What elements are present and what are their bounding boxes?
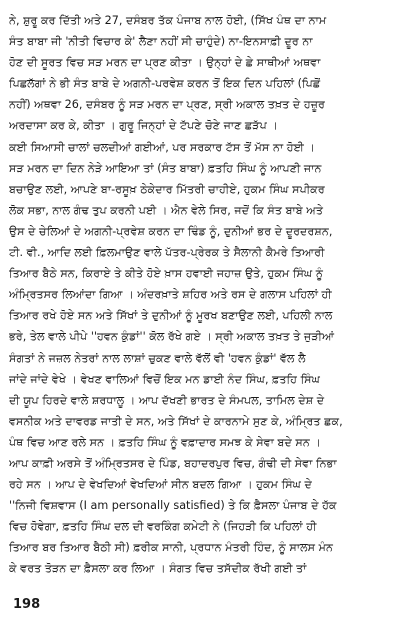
- text-line: ਸੰਤ ਬਾਬਾ ਜੀ 'ਨੀਤੀ ਵਿਚਾਰ ਕੇ' ਲੈਣਾ ਨਹੀਂ ਸੀ ਚਾਹੁੰਦੇ) ਨਾ-ਇਨਸਾਫ਼ੀ ਦੂਰ ਨਾ: [9, 35, 313, 49]
- text-line: ਤਿਆਰ ਬੈਠੇ ਸਨ, ਕਿਰਾਏ ਤੇ ਕੀਤੇ ਹੋਏ ਖ਼ਾਸ ਹਵਾਈ ਜਹਾਜ਼ ਉਤੇ, ਹੁਕਮ ਸਿੰਘ ਨੂੰ: [9, 267, 324, 281]
- page-number: 198: [13, 597, 41, 612]
- text-line: ਟੀ. ਵੀ., ਆਦਿ ਲਈ ਫ਼ਿਲਮਾਉਣ ਵਾਲੇ ਪੱਤਰ-ਪ੍ਰੇਰਕ ਤੇ ਸੈਲਾਨੀ ਕੈਮਰੇ ਤਿਆਰੀ: [9, 246, 325, 260]
- text-line: ਹੋਣ ਦੀ ਸੂਰਤ ਵਿਚ ਸੜ ਮਰਨ ਦਾ ਪ੍ਰਣ ਕੀਤਾ । ਉਨ੍ਹਾਂ ਦੇ ਛੇ ਸਾਥੀਆਂ ਅਥਵਾ: [9, 56, 321, 70]
- text-line: ਲੋਕ ਸਭਾ, ਨਾਲ ਗੰਢ ਤੁਪ ਕਰਨੀ ਪਈ । ਐਨ ਵੇਲੇ ਸਿਰ, ਜਦੋਂ ਕਿ ਸੰਤ ਬਾਬੇ ਅਤੇ: [9, 203, 324, 217]
- text-line: ਕੇ ਵਰਤ ਤੋੜਨ ਦਾ ਫ਼ੈਸਲਾ ਕਰ ਲਿਆ । ਸੰਗਤ ਵਿਚ ਤਸੱਦੀਕ ਰੱਖੀ ਗਈ ਤਾਂ: [9, 562, 307, 576]
- text-line: ਕਈ ਸਿਆਸੀ ਚਾਲਾਂ ਚਲਦੀਆਂ ਗਈਆਂ, ਪਰ ਸਰਕਾਰ ਟੱਸ ਤੋਂ ਮੱਸ ਨਾ ਹੋਈ ।: [9, 140, 316, 154]
- text-line: ਅੰਮ੍ਰਿਤਸਰ ਲਿਆਂਦਾ ਗਿਆ । ਅੰਦਰਖ਼ਾਤੇ ਸ਼ਹਿਰ ਅਤੇ ਰਸ ਦੇ ਗਲਾਸ ਪਹਿਲਾਂ ਹੀ: [9, 288, 332, 302]
- text-line: ਸੰਗਤਾਂ ਨੇ ਜਜ਼ਲ ਨੇਤਰਾਂ ਨਾਲ ਲਾਸ਼ਾਂ ਚੁਕਣ ਵਾਲੇ ਵੱਲੋਂ ਵੀ 'ਹਵਨ ਕੁੰਡਾਂ' ਵੱਲ ਲੈ: [9, 351, 306, 365]
- text-line: ਨੇ, ਸ਼ੁਰੂ ਕਰ ਦਿੱਤੀ ਅਤੇ 27, ਦਸੰਬਰ ਤੱਕ ਪੰਜਾਬ ਨਾਲ ਹੋਈ, (ਸਿੱਖ ਪੰਥ ਦਾ ਨਾਮ: [9, 14, 327, 27]
- text-line: ਵਿਚ ਹੋਵੇਗਾ, ਫ਼ਤਹਿ ਸਿੰਘ ਦਲ ਦੀ ਵਰਕਿੰਗ ਕਮੇਟੀ ਨੇ (ਜਿਹੜੀ ਕਿ ਪਹਿਲਾਂ ਹੀ: [9, 520, 317, 534]
- text-line: [9, 580, 397, 582]
- text-line: ਤਿਆਰ ਰਖੇ ਹੋਏ ਸਨ ਅਤੇ ਸਿੱਖਾਂ ਤੇ ਦੁਨੀਆਂ ਨੂੰ ਮੂਰਖ ਬਣਾਉਣ ਲਈ, ਪਹਿਲੀ ਨਾਲ: [9, 309, 333, 323]
- text-line: ਸੜ ਮਰਨ ਦਾ ਦਿਨ ਨੇੜੇ ਆਇਆ ਤਾਂ (ਸੰਤ ਬਾਬਾ) ਫ਼ਤਹਿ ਸਿੰਘ ਨੂੰ ਆਪਣੀ ਜਾਨ: [9, 161, 322, 175]
- text-line: ਅਰਦਾਸਾ ਕਰ ਕੇ, ਕੀਤਾ । ਗੁਰੂ ਜਿਨ੍ਹਾਂ ਦੇ ਟੱਪਣੇ ਚੋਣੇ ਜਾਣ ਛੜੱਪ ।: [9, 119, 278, 133]
- text-line: ਨਹੀਂ) ਅਥਵਾ 26, ਦਸੰਬਰ ਨੂੰ ਸੜ ਮਰਨ ਦਾ ਪ੍ਰਣ, ਸ੍ਰੀ ਅਕਾਲ ਤਖ਼ਤ ਦੇ ਹਜ਼ੂਰ: [9, 98, 325, 112]
- body-text: [9, 10, 397, 582]
- text-line: ਜਾਂਦੇ ਜਾਂਦੇ ਵੇਖੇ । ਵੇਖਣ ਵਾਲਿਆਂ ਵਿਚੋਂ ਇਕ ਮਨ ਡਾਈ ਨੰਦ ਸਿੰਘ, ਫ਼ਤਹਿ ਸਿੰਘ: [9, 372, 320, 386]
- text-line: ਤਿਆਰ ਬਰ ਤਿਆਰ ਬੈਠੀ ਸੀ) ਫ਼ਰੀਕ ਸਾਨੀ, ਪ੍ਰਧਾਨ ਮੰਤਰੀ ਹਿੰਦ, ਨੂੰ ਸਾਲਸ ਮੰਨ: [9, 541, 333, 555]
- text-line: ਰਹੇ ਸਨ । ਆਪ ਦੇ ਵੇਖਦਿਆਂ ਵੇਖਦਿਆਂ ਸੀਨ ਬਦਲ ਗਿਆ । ਹੁਕਮ ਸਿੰਘ ਦੇ: [9, 478, 312, 492]
- text-line: ਪਿਛਲੱਗਾਂ ਨੇ ਭੀ ਸੰਤ ਬਾਬੇ ਦੇ ਅਗਨੀ-ਪਰਵੇਸ਼ ਕਰਨ ਤੋਂ ਇਕ ਦਿਨ ਪਹਿਲਾਂ (ਪਿਛੋਂ: [9, 77, 321, 91]
- text-line: ਬਚਾਉਣ ਲਈ, ਆਪਣੇ ਬਾ-ਰਸੂਖ਼ ਠੇਕੇਦਾਰ ਮਿੱਤਰੀ ਚਾਹੀਏ, ਹੁਕਮ ਸਿੰਘ ਸਪੀਕਰ: [9, 182, 325, 196]
- text-line: ਪੰਥ ਵਿਚ ਆਣ ਰਲੇ ਸਨ । ਫ਼ਤਹਿ ਸਿੰਘ ਨੂੰ ਵਫ਼ਾਦਾਰ ਸਮਝ ਕੇ ਸੇਵਾ ਬਦੇ ਸਨ ।: [9, 435, 321, 449]
- text-line: ''ਨਿਜੀ ਵਿਸ਼ਵਾਸ (I am personally satisfied) ਤੇ ਕਿ ਫ਼ੈਸਲਾ ਪੰਜਾਬ ਦੇ ਹੱਕ: [9, 499, 337, 513]
- text-line: ਆਪ ਕਾਫ਼ੀ ਅਰਸੇ ਤੋਂ ਅੰਮ੍ਰਿਤਸਰ ਦੇ ਪਿੰਡ, ਬਹਾਦਰਪੁਰ ਵਿਚ, ਗੰਢੀ ਦੀ ਸੇਵਾ ਨਿਭਾ: [9, 456, 337, 470]
- text-line: ਉਸ ਦੇ ਚੇਲਿਆਂ ਦੇ ਅਗਨੀ-ਪ੍ਰਵੇਸ਼ ਕਰਨ ਦਾ ਢਿੰਡ ਨੂੰ, ਦੁਨੀਆਂ ਭਰ ਦੇ ਦੂਰਦਰਸ਼ਨ,: [9, 224, 333, 238]
- text-line: ਦੀ ਯੂਪ ਹਿਰਦੇ ਵਾਲੇ ਸ਼ਰਧਾਲੂ । ਆਪ ਦੱਖਣੀ ਭਾਰਤ ਦੇ ਸੰਮਪਲ, ਤਾਮਿਲ ਦੇਸ਼ ਦੇ: [9, 393, 325, 407]
- text-line: ਵਸਨੀਕ ਅਤੇ ਦਾਵਰਡ ਜਾਤੀ ਦੇ ਸਨ, ਅਤੇ ਸਿੱਖਾਂ ਦੇ ਕਾਰਨਾਮੇ ਸੁਣ ਕੇ, ਅੰਮ੍ਰਿਤ ਛਕ,: [9, 414, 343, 428]
- text-line: ਭਰੇ, ਤੇਲ ਵਾਲੇ ਪੀਪੇ ''ਹਵਨ ਕੁੰਡਾਂ'' ਕੋਲ ਰੱਖੇ ਗਏ । ਸ੍ਰੀ ਅਕਾਲ ਤਖ਼ਤ ਤੇ ਜੁੜੀਆਂ: [9, 330, 335, 344]
